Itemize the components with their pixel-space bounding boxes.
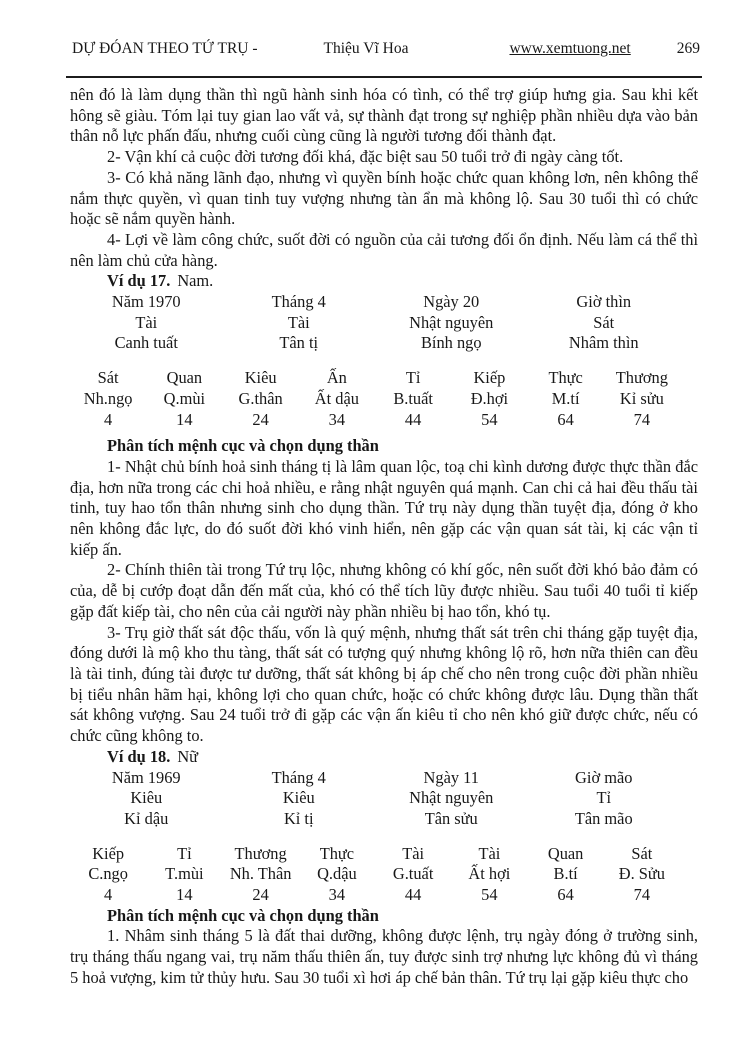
table-cell: Kiêu: [282, 788, 315, 808]
table-cell: Giờ mão: [575, 767, 633, 787]
intro-paragraph-4: 4- Lợi về làm công chức, suốt đời có nguồn của cải tương đối ổn định. Nếu làm cá thể thì nên làm chủ cửa hàng.: [70, 229, 698, 270]
table-cell: Kỉ dậu: [124, 808, 169, 828]
table-cell: Thương: [234, 843, 287, 863]
example18-pillar-row-stems: [70, 809, 680, 830]
book-title: DỰ ĐÓAN THEO TỨ TRỤ -: [72, 40, 258, 57]
table-cell: Bính ngọ: [420, 333, 482, 353]
table-cell: Kiêu: [244, 368, 277, 388]
table-cell: 54: [481, 409, 498, 429]
table-cell: Tài: [135, 312, 158, 332]
table-cell: 4: [104, 409, 113, 429]
example18-heading: [70, 747, 698, 768]
table-cell: 74: [633, 409, 651, 429]
page-header: [72, 40, 700, 58]
example18-luck-row-ages: [70, 885, 680, 906]
intro-paragraph-1: nên đó là làm dụng thần thì ngũ hành sinh hóa có tình, có thể trợ giúp hưng gia. Sau khi kết hông sẽ giàu. Tóm lại tuy gian lao vất vả, sự thành đạt trong sự nghiệp phần nhiều dựa vào bản thân nỗ lực phấn đấu, nhưng cuối cùng cũng là người tương đối thành đạt.: [70, 85, 698, 146]
table-cell: Nh. Thân: [229, 864, 292, 884]
example17-pillar-row-dates: [70, 292, 680, 313]
table-cell: Tân sửu: [424, 808, 478, 828]
example18-gender: Nữ: [177, 746, 199, 766]
table-cell: Tân tị: [279, 333, 319, 353]
table-cell: Kiếp: [473, 368, 506, 388]
table-cell: Kỉ tị: [283, 808, 314, 828]
table-cell: Năm 1970: [111, 292, 181, 312]
table-cell: 54: [481, 885, 498, 905]
table-cell: Ngày 20: [423, 292, 480, 312]
table-cell: Sát: [593, 312, 615, 332]
page-number: 269: [676, 40, 700, 57]
author-name: Thiệu Vĩ Hoa: [323, 40, 409, 57]
table-cell: Tháng 4: [271, 767, 326, 787]
table-cell: Giờ thìn: [576, 292, 632, 312]
table-cell: Đ. Sửu: [618, 864, 665, 884]
example18-luck-row-stems: [70, 864, 680, 885]
table-cell: 64: [557, 885, 574, 905]
table-cell: Tỉ: [405, 368, 421, 388]
example17-pillar-row-gods: [70, 313, 680, 334]
table-cell: Tài: [402, 843, 425, 863]
header-divider: [66, 76, 702, 78]
table-cell: Ngày 11: [423, 767, 479, 787]
table-cell: 44: [404, 409, 422, 429]
example17-gender: Nam.: [177, 271, 214, 291]
example17-analysis-2: 2- Chính thiên tài trong Tứ trụ lộc, nhưng không có khí gốc, nên suốt đời khó bảo đảm có của, dễ bị cướp đoạt dẫn đến mất của, khó có thể tích lũy được nhiều. Sau tuổi 40 tuổi tỉ kiếp gặp đất kiếp tài, cho nên của cải người này phần nhiều bị hao tổn, khó tụ.: [70, 560, 698, 621]
intro-paragraph-3: 3- Có khả năng lãnh đạo, nhưng vì quyền bính hoặc chức quan không lơn, nên không thể nắm thực quyền, vì quan tinh tuy vượng nhưng tàn ẩn mà không lộ. Sau 30 tuổi thì có chức hoặc sẽ nắm quyền hành.: [70, 167, 698, 229]
table-cell: 14: [176, 409, 193, 429]
example18-analysis-1: 1. Nhâm sinh tháng 5 là đất thai dưỡng, không được lệnh, trụ ngày đóng ở trường sinh, trụ tháng thấu ngang vai, trụ năm thấu thiên ấn, tuy được sinh trợ nhưng lực không đủ vì tháng 5 hoả vượng, kim tử thủy hưu. Sau 30 tuổi xì hơi áp chế bản thân. Tứ trụ lại gặp kiêu thực cho: [70, 926, 698, 987]
table-cell: 34: [328, 885, 346, 905]
example18-pillar-row-dates: [70, 768, 680, 789]
table-cell: Nh.ngọ: [83, 388, 133, 408]
table-cell: Q.dậu: [317, 864, 357, 884]
example17-luck-row-gods: [70, 368, 680, 389]
example17-analysis-1: 1- Nhật chủ bính hoả sinh tháng tị là lâm quan lộc, toạ chi kình dương được thực thần đắc địa, hơn nữa trong các chi hoả nhiều, e rằng nhật nguyên quá mạnh. Can chi cả hai đều thấu tài tinh, tuy hao tổn thân nhưng sinh cho dụng thần. Tứ trụ này dụng thần tuyệt địa, đóng ở kho nên không đắc lực, do đó suốt đời khó vinh hiển, nên gặp các vận quan sát tài, kị các vận tỉ kiếp ấn.: [70, 456, 698, 559]
table-cell: Thương: [615, 368, 668, 388]
example17-heading: [70, 271, 698, 292]
table-cell: 74: [633, 885, 651, 905]
table-cell: Kiêu: [130, 788, 163, 808]
table-cell: 24: [252, 885, 269, 905]
table-cell: B.tuất: [393, 388, 433, 408]
table-cell: Đ.hợi: [470, 388, 509, 408]
intro-paragraph-2: 2- Vận khí cả cuộc đời tương đối khá, đặc biệt sau 50 tuổi trở đi ngày càng tốt.: [107, 147, 624, 167]
table-cell: Tỉ: [596, 788, 612, 808]
table-cell: Sát: [631, 843, 653, 863]
table-cell: Quan: [547, 843, 584, 863]
example18-analysis-heading: Phân tích mệnh cục và chọn dụng thần: [107, 905, 379, 925]
example17-label: Ví dụ 17.: [107, 271, 171, 291]
table-cell: Tháng 4: [271, 292, 326, 312]
table-cell: G.tuất: [392, 864, 434, 884]
website-link[interactable]: www.xemtuong.net: [509, 40, 631, 57]
table-cell: 14: [176, 885, 193, 905]
table-cell: B.tí: [553, 864, 578, 884]
table-cell: Nhật nguyên: [409, 788, 494, 808]
table-cell: Q.mùi: [163, 388, 206, 408]
table-cell: Nhật nguyên: [409, 312, 494, 332]
example17-luck-row-stems: [70, 389, 680, 410]
table-cell: G.thân: [238, 388, 283, 408]
table-cell: 64: [557, 409, 574, 429]
table-cell: 4: [104, 885, 113, 905]
table-cell: Ất hợi: [468, 864, 511, 884]
example18-luck-row-gods: [70, 844, 680, 865]
table-cell: T.mùi: [165, 864, 204, 884]
table-cell: Canh tuất: [114, 333, 178, 353]
example17-pillar-row-stems: [70, 333, 680, 354]
table-cell: Ất dậu: [314, 388, 359, 408]
table-cell: 34: [328, 409, 346, 429]
table-cell: Sát: [97, 368, 119, 388]
table-cell: Thực: [319, 843, 355, 863]
example17-analysis-3: 3- Trụ giờ thất sát độc thấu, vốn là quý mệnh, nhưng thất sát trên chi tháng gặp tuyệt địa, đóng dưới là mộ kho thu tàng, thất sát có tượng quý nhưng không lộ rõ, hơn nữa thiên can đều là tài tinh, đúng tài được tư dưỡng, thất sát không bị áp chế cho nên trong cuộc đời phần nhiều bị tiểu nhân hãm hại, không lợi cho quan chức, hoặc có chức không được lâu. Dụng thần thất sát không vượng. Sau 24 tuổi trở đi gặp các vận ấn kiêu tỉ cho nên khó giữ được chức, nếu có chức cũng không to.: [70, 622, 698, 746]
table-cell: Tài: [478, 843, 501, 863]
example18-pillar-row-gods: [70, 788, 680, 809]
table-cell: Tài: [287, 312, 310, 332]
table-cell: Kỉ sửu: [619, 388, 664, 408]
table-cell: Nhâm thìn: [568, 333, 639, 353]
table-cell: Tỉ: [177, 843, 192, 863]
table-cell: Năm 1969: [111, 767, 181, 787]
table-cell: 24: [252, 409, 269, 429]
table-cell: Ấn: [326, 368, 347, 388]
table-cell: 44: [404, 885, 422, 905]
table-cell: C.ngọ: [88, 864, 128, 884]
example18-label: Ví dụ 18.: [107, 746, 171, 766]
table-cell: Tân mão: [574, 808, 633, 828]
example17-luck-row-ages: [70, 410, 680, 431]
table-cell: Quan: [166, 368, 203, 388]
table-cell: Thực: [548, 368, 583, 388]
page-body: [70, 85, 698, 989]
table-cell: M.tí: [551, 388, 580, 408]
example17-analysis-heading: Phân tích mệnh cục và chọn dụng thần: [107, 436, 379, 456]
table-cell: Kiếp: [92, 843, 125, 863]
